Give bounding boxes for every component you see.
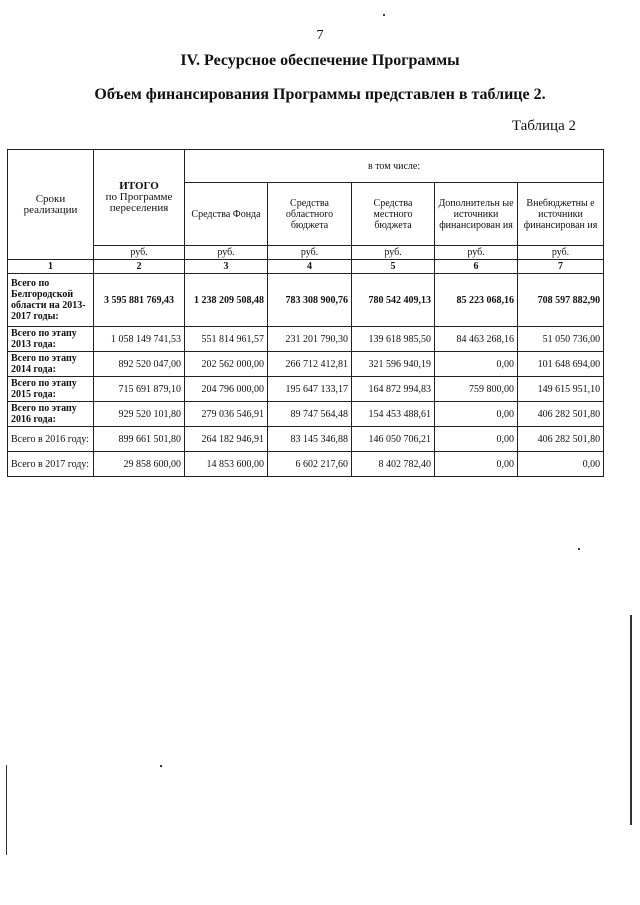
funding-table [7, 149, 604, 477]
total-cell: 3 595 881 769,43 [94, 274, 185, 327]
header-column: Внебюджетны е источники финансирован ия [518, 183, 604, 246]
fund-cell: 1 238 209 508,48 [185, 274, 268, 327]
local-cell: 164 872 994,83 [352, 377, 435, 402]
unit-cell: руб. [268, 246, 352, 260]
index-cell: 7 [518, 260, 604, 274]
scan-mark [6, 765, 7, 855]
additional-cell: 0,00 [435, 427, 518, 452]
index-cell: 3 [185, 260, 268, 274]
table-row [8, 427, 604, 452]
index-cell: 6 [435, 260, 518, 274]
regional-cell: 266 712 412,81 [268, 352, 352, 377]
index-cell: 4 [268, 260, 352, 274]
header-column: Средства областного бюджета [268, 183, 352, 246]
table-row [8, 452, 604, 477]
extra-cell: 406 282 501,80 [518, 427, 604, 452]
fund-cell: 551 814 961,57 [185, 327, 268, 352]
fund-cell: 14 853 600,00 [185, 452, 268, 477]
additional-cell: 0,00 [435, 402, 518, 427]
header-total-subtitle: по Программе переселения [105, 191, 173, 214]
table-row [8, 402, 604, 427]
extra-cell: 406 282 501,80 [518, 402, 604, 427]
header-terms: Сроки реализации [8, 150, 94, 260]
total-cell: 29 858 600,00 [94, 452, 185, 477]
local-cell: 154 453 488,61 [352, 402, 435, 427]
table-row [8, 274, 604, 327]
table-row [8, 327, 604, 352]
period-cell: Всего в 2017 году: [8, 452, 94, 477]
section-subtitle: Объем финансирования Программы представлен в таблице 2. [94, 86, 546, 103]
page-number: 7 [316, 28, 324, 43]
total-cell: 715 691 879,10 [94, 377, 185, 402]
index-cell: 5 [352, 260, 435, 274]
total-cell: 892 520 047,00 [94, 352, 185, 377]
scan-mark [578, 548, 580, 550]
scan-mark [630, 615, 632, 825]
section-title: IV. Ресурсное обеспечение Программы [180, 52, 460, 69]
header-total [94, 150, 185, 246]
fund-cell: 204 796 000,00 [185, 377, 268, 402]
extra-cell: 149 615 951,10 [518, 377, 604, 402]
period-cell: Всего по этапу 2013 года: [8, 327, 94, 352]
local-cell: 321 596 940,19 [352, 352, 435, 377]
regional-cell: 83 145 346,88 [268, 427, 352, 452]
table-header-row [8, 150, 604, 183]
index-cell: 1 [8, 260, 94, 274]
extra-cell: 0,00 [518, 452, 604, 477]
extra-cell: 51 050 736,00 [518, 327, 604, 352]
regional-cell: 6 602 217,60 [268, 452, 352, 477]
extra-cell: 101 648 694,00 [518, 352, 604, 377]
extra-cell: 708 597 882,90 [518, 274, 604, 327]
scan-mark [383, 14, 385, 16]
unit-cell: руб. [435, 246, 518, 260]
additional-cell: 0,00 [435, 452, 518, 477]
fund-cell: 202 562 000,00 [185, 352, 268, 377]
index-cell: 2 [94, 260, 185, 274]
additional-cell: 0,00 [435, 352, 518, 377]
period-cell: Всего по этапу 2015 года: [8, 377, 94, 402]
regional-cell: 231 201 790,30 [268, 327, 352, 352]
regional-cell: 89 747 564,48 [268, 402, 352, 427]
unit-cell: руб. [94, 246, 185, 260]
total-cell: 899 661 501,80 [94, 427, 185, 452]
additional-cell: 85 223 068,16 [435, 274, 518, 327]
period-cell: Всего по этапу 2016 года: [8, 402, 94, 427]
header-column: Дополнительн ые источники финансирован ия [435, 183, 518, 246]
header-group: в том числе: [185, 150, 604, 183]
local-cell: 780 542 409,13 [352, 274, 435, 327]
scan-mark [160, 765, 162, 767]
header-column: Средства местного бюджета [352, 183, 435, 246]
local-cell: 8 402 782,40 [352, 452, 435, 477]
unit-cell: руб. [518, 246, 604, 260]
period-cell: Всего по этапу 2014 года: [8, 352, 94, 377]
total-cell: 929 520 101,80 [94, 402, 185, 427]
local-cell: 139 618 985,50 [352, 327, 435, 352]
additional-cell: 84 463 268,16 [435, 327, 518, 352]
table-unit-row [8, 246, 604, 260]
period-cell: Всего по Белгородской области на 2013-2017 годы: [8, 274, 94, 327]
regional-cell: 783 308 900,76 [268, 274, 352, 327]
period-cell: Всего в 2016 году: [8, 427, 94, 452]
header-total-title: ИТОГО [119, 180, 159, 192]
total-cell: 1 058 149 741,53 [94, 327, 185, 352]
table-caption: Таблица 2 [511, 118, 576, 134]
fund-cell: 264 182 946,91 [185, 427, 268, 452]
table-row [8, 377, 604, 402]
unit-cell: руб. [185, 246, 268, 260]
table-row [8, 352, 604, 377]
additional-cell: 759 800,00 [435, 377, 518, 402]
fund-cell: 279 036 546,91 [185, 402, 268, 427]
regional-cell: 195 647 133,17 [268, 377, 352, 402]
local-cell: 146 050 706,21 [352, 427, 435, 452]
unit-cell: руб. [352, 246, 435, 260]
header-column: Средства Фонда [185, 183, 268, 246]
table-index-row [8, 260, 604, 274]
